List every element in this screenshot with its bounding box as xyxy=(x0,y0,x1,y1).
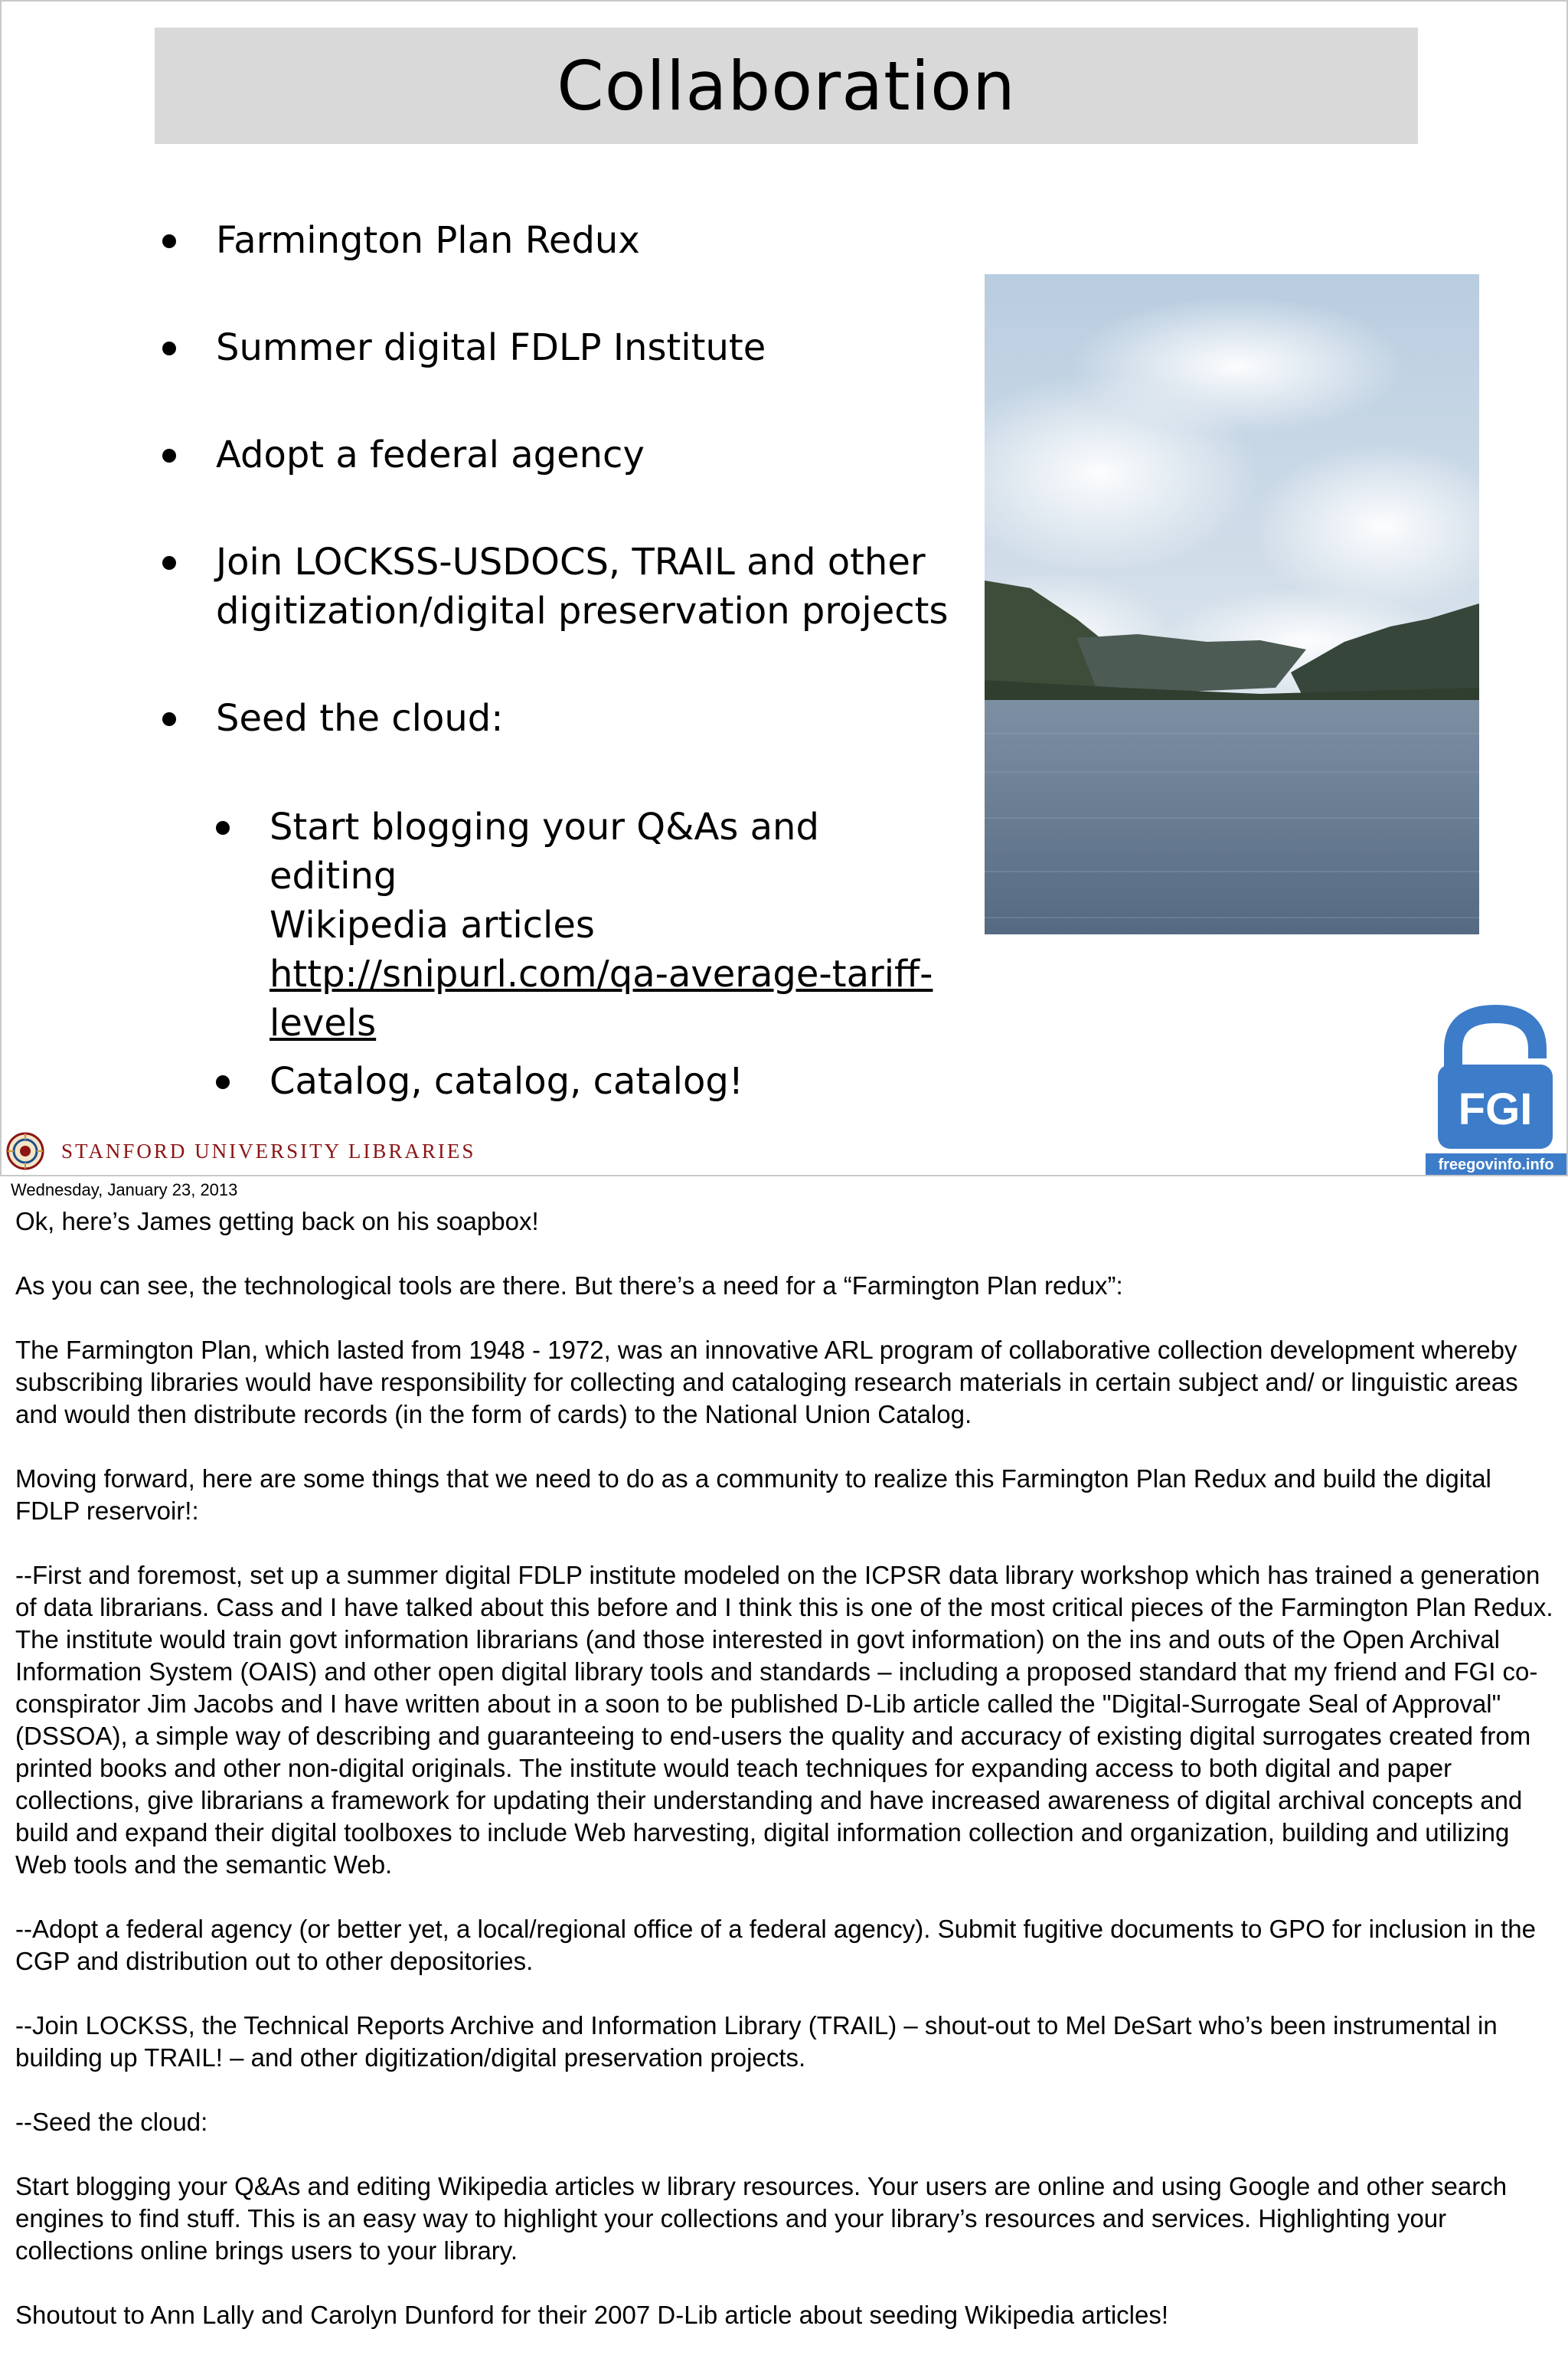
slide xyxy=(0,0,1568,1176)
stanford-seal-icon xyxy=(6,1132,44,1170)
bullet-dot xyxy=(162,342,176,355)
bullet-dot xyxy=(162,449,176,463)
subbullet-catalog xyxy=(270,1057,943,1106)
bullet-dot xyxy=(162,712,176,726)
bullet-text-line-1: Join LOCKSS-USDOCS, TRAIL and other xyxy=(216,541,926,584)
stanford-libraries-wordmark: STANFORD UNIVERSITY LIBRARIES xyxy=(61,1139,476,1163)
bullet-farmington xyxy=(216,216,982,265)
subbullet-text-line-1: Start blogging your Q&As and editing xyxy=(270,806,819,898)
snipurl-link-line-2[interactable]: levels xyxy=(270,1002,377,1045)
stanford-libraries-logo xyxy=(6,1132,475,1170)
slide-date: Wednesday, January 23, 2013 xyxy=(11,1180,238,1199)
bullet-text: Summer digital FDLP Institute xyxy=(216,326,766,369)
bullet-dot xyxy=(162,234,176,248)
bullet-adopt-agency xyxy=(216,430,982,479)
bullet-text: Seed the cloud: xyxy=(216,697,504,740)
fjord-photo xyxy=(985,274,1479,934)
notes-paragraph: Start blogging your Q&As and editing Wikipedia articles w library resources. Your users are online and using Google and other search engines to find stuff. This is an easy way to highlight your collections and your library’s resources and services. Highlighting your collections online brings users to your library. xyxy=(15,2172,1508,2265)
notes-paragraph: --First and foremost, set up a summer digital FDLP institute modeled on the ICPSR data library workshop which has trained a generation of data librarians. Cass and I have talked about this before and I think this is one of the most critical pieces of the Farmington Plan Redux. The institute would train govt information librarians (and those interested in govt information) on the ins and outs of the Open Archival Information System (OAIS) and other open digital library tools and standards – including a proposed standard that my friend and FGI co-conspirator Jim Jacobs and I have written about in a soon to be published D-Lib article called the "Digital-Surrogate Seal of Approval" (DSSOA), a simple way of describing and guaranteeing to end-users the quality and accuracy of existing digital surrogates created from printed books and other non-digital originals. The institute would teach techniques for expanding access to both digital and paper collections, give librarians a framework for updating their understanding and have increased awareness of digital archival concepts and build and expand their digital toolboxes to include Web harvesting, digital information collection and organization, building and utilizing Web tools and the semantic Web. xyxy=(15,1561,1553,1879)
bullet-text: Catalog, catalog, catalog! xyxy=(270,1060,744,1103)
snipurl-link-line-1[interactable]: http://snipurl.com/qa-average-tariff- xyxy=(270,953,933,996)
bullet-text: Adopt a federal agency xyxy=(216,433,645,476)
subbullet-blogging xyxy=(270,803,943,1048)
bullet-dot xyxy=(216,821,230,835)
speaker-notes xyxy=(15,1205,1554,2363)
notes-paragraph: The Farmington Plan, which lasted from 1948 - 1972, was an innovative ARL program of collaborative collection development whereby subscribing libraries would have responsibility for collecting and cataloging research materials in certain subject and/ or linguistic areas and would then distribute records (in the form of cards) to the National Union Catalog. xyxy=(15,1336,1518,1428)
bullet-summer-institute xyxy=(216,323,982,372)
fgi-logo-url: freegovinfo.info xyxy=(1438,1156,1554,1173)
bullet-dot xyxy=(162,556,176,570)
fgi-padlock-icon xyxy=(1423,1003,1568,1176)
bullet-text: Farmington Plan Redux xyxy=(216,219,640,262)
bullet-dot xyxy=(216,1075,230,1089)
notes-paragraph: Moving forward, here are some things that we need to do as a community to realize this Farmington Plan Redux and build the digital FDLP reservoir!: xyxy=(15,1464,1491,1525)
slide-title-bar xyxy=(155,28,1418,144)
bullet-text-line-2: digitization/digital preservation projects xyxy=(216,590,949,633)
fgi-logo-label: FGI xyxy=(1458,1084,1533,1134)
bullet-join-lockss xyxy=(216,538,982,636)
notes-paragraph: --Seed the cloud: xyxy=(15,2108,208,2136)
subbullet-text-line-2: Wikipedia articles xyxy=(270,904,595,947)
slide-title: Collaboration xyxy=(557,46,1016,126)
fgi-logo xyxy=(1423,1003,1568,1176)
notes-paragraph: Shoutout to Ann Lally and Carolyn Dunford for their 2007 D-Lib article about seeding Wikipedia articles! xyxy=(15,2301,1169,2329)
notes-paragraph: --Adopt a federal agency (or better yet, a local/regional office of a federal agency). Submit fugitive documents to GPO for inclusion in the CGP and distribution out to other depositories. xyxy=(15,1915,1536,1975)
notes-paragraph: --Join LOCKSS, the Technical Reports Archive and Information Library (TRAIL) – shout-out to Mel DeSart who’s been instrumental in building up TRAIL! – and other digitization/digital preservation projects. xyxy=(15,2011,1498,2072)
bullet-seed-cloud xyxy=(216,694,982,743)
notes-paragraph: Ok, here’s James getting back on his soapbox! xyxy=(15,1207,539,1235)
notes-paragraph: As you can see, the technological tools are there. But there’s a need for a “Farmington Plan redux”: xyxy=(15,1271,1123,1300)
